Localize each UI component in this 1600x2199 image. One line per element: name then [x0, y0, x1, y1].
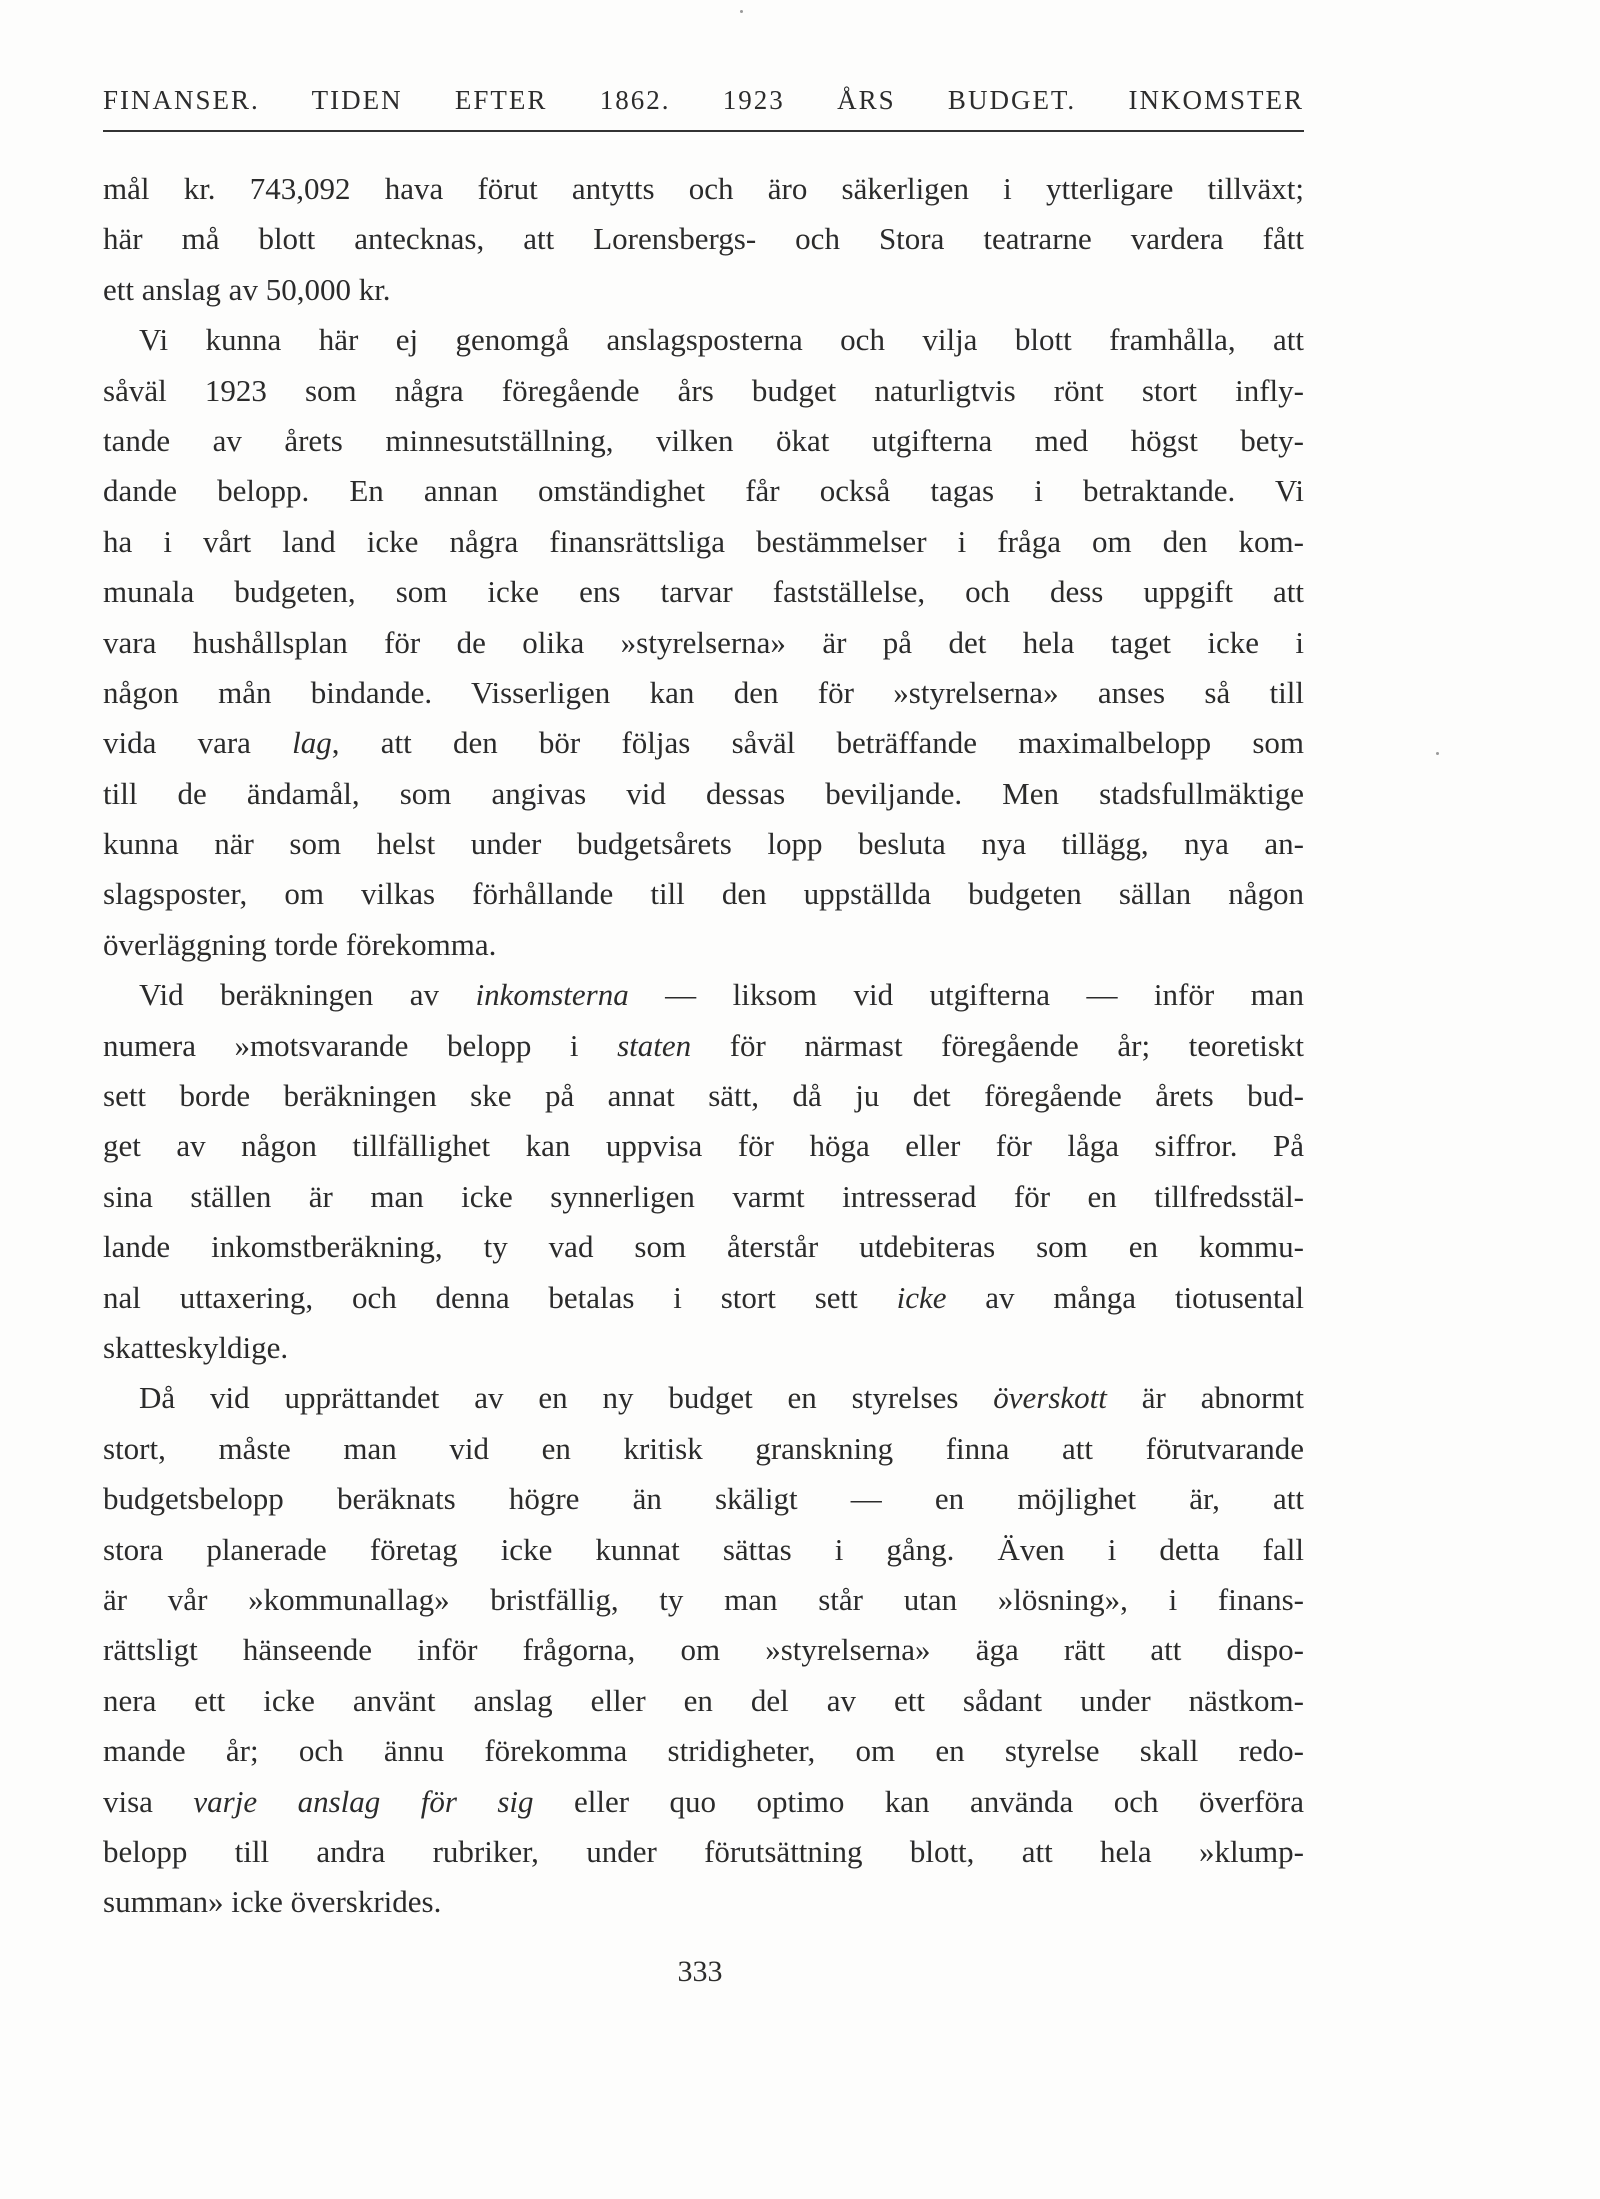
text-line: slagsposter, om vilkas förhållande till den uppställda budgeten sällan någon [103, 876, 1304, 912]
italic-emphasis: varje anslag för sig [193, 1783, 534, 1819]
paragraph [103, 1373, 1304, 1927]
text-line: visa varje anslag för sig eller quo optimo kan använda och överföra [103, 1783, 1304, 1819]
italic-emphasis: överskott [993, 1380, 1107, 1416]
text-line: stort, måste man vid en kritisk granskning finna att förutvarande [103, 1430, 1304, 1466]
text-line: stora planerade företag icke kunnat sättas i gång. Även i detta fall [103, 1531, 1304, 1567]
text-line: Vid beräkningen av inkomsterna — liksom vid utgifterna — inför man [139, 977, 1304, 1013]
text-line: numera »motsvarande belopp i staten för närmast föregående år; teoretiskt [103, 1027, 1304, 1063]
body-text [103, 164, 1304, 1928]
text-line: Då vid upprättandet av en ny budget en styrelses överskott är abnormt [139, 1380, 1304, 1416]
text-line: sina ställen är man icke synnerligen varmt intresserad för en tillfredsstäl- [103, 1178, 1304, 1214]
paragraph [103, 315, 1304, 970]
text-line: rättsligt hänseende inför frågorna, om »styrelserna» äga rätt att dispo- [103, 1632, 1304, 1668]
text-line: Vi kunna här ej genomgå anslagsposterna och vilja blott framhålla, att [139, 322, 1304, 358]
text-line: ha i vårt land icke några finansrättsliga bestämmelser i fråga om den kom- [103, 523, 1304, 559]
text-line: till de ändamål, som angivas vid dessas beviljande. Men stadsfullmäktige [103, 775, 1304, 811]
text-line: get av någon tillfällighet kan uppvisa för höga eller för låga siffror. På [103, 1128, 1304, 1164]
italic-emphasis: inkomsterna [475, 977, 629, 1013]
text-line: ett anslag av 50,000 kr. [103, 271, 391, 307]
paragraph [103, 164, 1304, 315]
text-line: såväl 1923 som några föregående års budget naturligtvis rönt stort infly- [103, 372, 1304, 408]
paragraph [103, 970, 1304, 1373]
italic-emphasis: staten [617, 1027, 692, 1063]
text-line: tande av årets minnesutställning, vilken ökat utgifterna med högst bety- [103, 422, 1304, 458]
text-line: vara hushållsplan för de olika »styrelserna» är på det hela taget icke i [103, 624, 1304, 660]
print-speck [740, 10, 743, 13]
text-line: lande inkomstberäkning, ty vad som återstår utdebiteras som en kommu- [103, 1229, 1304, 1265]
text-line: nal uttaxering, och denna betalas i stort sett icke av många tiotusental [103, 1279, 1304, 1315]
text-line: vida vara lag, att den bör följas såväl beträffande maximalbelopp som [103, 725, 1304, 761]
text-line: nera ett icke använt anslag eller en del av ett sådant under nästkom- [103, 1682, 1304, 1718]
text-line: summan» icke överskrides. [103, 1884, 442, 1920]
text-line: är vår »kommunallag» bristfällig, ty man står utan »lösning», i finans- [103, 1581, 1304, 1617]
text-line: munala budgeten, som icke ens tarvar fastställelse, och dess uppgift att [103, 574, 1304, 610]
italic-emphasis: lag [292, 725, 332, 761]
italic-emphasis: icke [896, 1279, 947, 1315]
text-line: överläggning torde förekomma. [103, 926, 497, 962]
text-line: budgetsbelopp beräknats högre än skäligt — en möjlighet är, att [103, 1481, 1304, 1517]
text-line: belopp till andra rubriker, under förutsättning blott, att hela »klump- [103, 1833, 1304, 1869]
running-head: FINANSER. TIDEN EFTER 1862. 1923 ÅRS BUDGET. INKOMSTER [103, 85, 1304, 115]
text-line: dande belopp. En annan omständighet får också tagas i betraktande. Vi [103, 473, 1304, 509]
text-line: kunna när som helst under budgetsårets lopp besluta nya tillägg, nya an- [103, 826, 1304, 862]
text-line: här må blott antecknas, att Lorensbergs- och Stora teatrarne vardera fått [103, 221, 1304, 257]
text-line: mål kr. 743,092 hava förut antytts och äro säkerligen i ytterligare tillväxt; [103, 171, 1304, 206]
text-line: någon mån bindande. Visserligen kan den för »styrelserna» anses så till [103, 674, 1304, 710]
text-line: sett borde beräkningen ske på annat sätt, då ju det föregående årets bud- [103, 1078, 1304, 1114]
print-speck [1436, 752, 1439, 755]
text-line: mande år; och ännu förekomma stridigheter, om en styrelse skall redo- [103, 1733, 1304, 1769]
page-number: 333 [677, 1955, 723, 1988]
header-rule [103, 130, 1304, 132]
text-line: skatteskyldige. [103, 1329, 289, 1365]
